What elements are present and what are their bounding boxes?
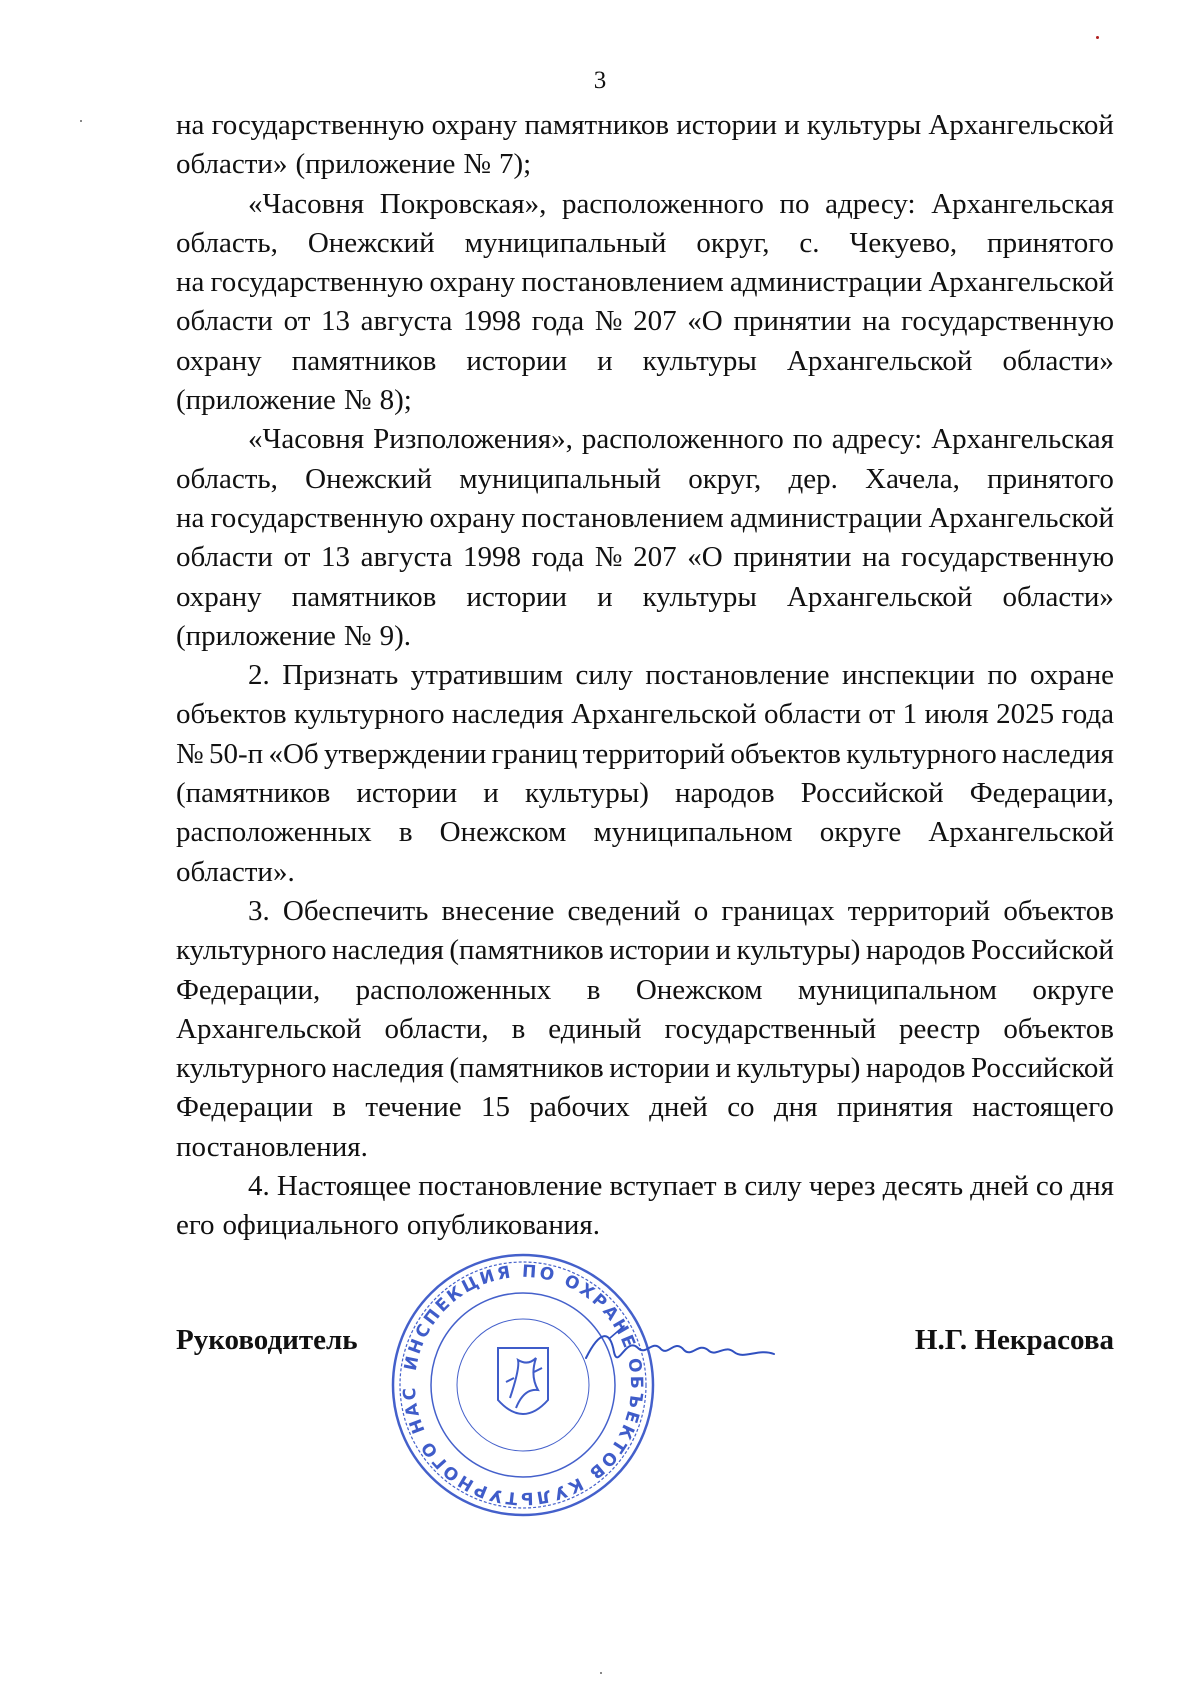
word: и <box>784 109 800 141</box>
word: муниципальный <box>459 462 661 495</box>
word: на <box>862 305 891 338</box>
word: Российской <box>971 1052 1114 1085</box>
word: № <box>463 148 492 181</box>
signatory-name: Н.Г. Некрасова <box>914 1324 1114 1356</box>
word: силу <box>744 1170 802 1203</box>
word: области, <box>384 1012 489 1045</box>
svg-text:ИНСПЕКЦИЯ ПО ОХРАНЕ ОБЪЕКТОВ К: ИНСПЕКЦИЯ ПО ОХРАНЕ ОБЪЕКТОВ КУЛЬТУРНОГО НАС <box>399 1261 647 1509</box>
word: истории <box>356 777 458 810</box>
word: округе <box>1032 973 1114 1006</box>
word: Архангельской <box>571 698 757 731</box>
word: Чекуево, <box>849 226 958 259</box>
word: № <box>176 737 204 770</box>
word: охрану <box>431 109 518 141</box>
word: от <box>868 698 896 731</box>
text-line <box>176 1206 1114 1245</box>
word: истории <box>466 344 568 377</box>
word: округе <box>819 816 902 849</box>
word: объектов <box>1003 1012 1114 1045</box>
word: 2. <box>248 659 270 692</box>
text-line <box>176 1049 1114 1088</box>
word: наследия <box>332 1052 444 1085</box>
text-line <box>176 931 1114 970</box>
word: утратившим <box>410 659 563 692</box>
text-line <box>176 813 1114 852</box>
word: народов <box>865 934 966 967</box>
word: культурного <box>846 737 997 770</box>
word: 7); <box>499 148 532 181</box>
word: памятников <box>291 580 437 613</box>
word: (приложение <box>176 384 336 417</box>
word: «Об <box>268 737 319 770</box>
word: 1998 <box>463 305 522 338</box>
word: области <box>764 698 861 731</box>
word: расположенного <box>581 423 784 456</box>
word: № <box>594 541 623 574</box>
word: и <box>715 934 731 967</box>
word: народов <box>865 1052 966 1085</box>
word: по <box>779 187 810 220</box>
word: принятия <box>836 1091 953 1124</box>
text-line <box>176 224 1114 263</box>
text-line <box>176 263 1114 302</box>
text-line <box>176 381 1114 420</box>
word: 9). <box>379 619 411 652</box>
word: области» <box>176 148 288 181</box>
text-line <box>176 892 1114 931</box>
word: и <box>483 777 499 810</box>
text-line <box>176 185 1114 224</box>
word: наследия <box>451 698 564 731</box>
word: Хачела, <box>865 462 960 495</box>
word: культуры) <box>524 777 649 810</box>
word: 207 <box>633 305 677 338</box>
word: 2025 <box>996 698 1055 731</box>
word: народов <box>675 777 775 810</box>
word: государственную <box>901 305 1114 338</box>
text-line <box>176 735 1114 774</box>
word: (памятников <box>449 934 604 967</box>
word: принятии <box>733 541 852 574</box>
signature-block <box>176 1320 1114 1360</box>
word: 1998 <box>463 541 522 574</box>
word: течение <box>365 1091 462 1124</box>
word: дня <box>1070 1170 1114 1203</box>
word: Федерации, <box>969 777 1114 810</box>
word: (памятников <box>449 1052 604 1085</box>
word: области» <box>1002 580 1114 613</box>
word: года <box>1061 698 1114 731</box>
text-line <box>176 617 1114 656</box>
word: о <box>693 894 709 927</box>
word: культуры) <box>736 934 861 967</box>
word: постановление <box>418 1170 603 1203</box>
word: августа <box>360 541 453 574</box>
word: вступает <box>609 1170 717 1203</box>
word: Ризположения», <box>373 423 573 456</box>
word: наследия <box>1002 737 1114 770</box>
word: года <box>531 541 585 574</box>
word: 4. <box>248 1170 270 1203</box>
word: государственную <box>901 541 1114 574</box>
word: в <box>723 1170 738 1203</box>
word: единый <box>548 1012 642 1045</box>
word: 207 <box>633 541 677 574</box>
text-line <box>176 1088 1114 1127</box>
word: 15 <box>480 1091 510 1124</box>
word: утверждении <box>323 737 487 770</box>
word: со <box>1035 1170 1064 1203</box>
word: муниципальном <box>593 816 793 849</box>
word: принятого <box>987 462 1114 495</box>
word: августа <box>360 305 453 338</box>
word: территорий <box>582 737 726 770</box>
text-line <box>176 971 1114 1010</box>
word: 13 <box>321 305 351 338</box>
word: июля <box>924 698 989 731</box>
word: дня <box>773 1091 818 1124</box>
word: принятии <box>733 305 852 338</box>
word: Российской <box>800 777 944 810</box>
word: истории <box>609 1052 710 1085</box>
text-line <box>176 1010 1114 1049</box>
text-line <box>176 774 1114 813</box>
word: по <box>792 423 823 456</box>
word: области <box>176 541 273 574</box>
word: № <box>343 384 372 417</box>
word: объектов <box>1003 894 1114 927</box>
word: Покровская», <box>379 187 547 220</box>
text-line <box>176 1167 1114 1206</box>
word: область, <box>176 462 278 495</box>
word: охрану <box>176 580 262 613</box>
word: округ, <box>688 462 762 495</box>
word: Архангельская <box>931 423 1114 456</box>
word: культуры <box>642 344 757 377</box>
word: через <box>808 1170 876 1203</box>
word: и <box>715 1052 731 1085</box>
word: «О <box>687 305 723 338</box>
word: инспекции <box>841 659 975 692</box>
word: расположенных <box>176 816 372 849</box>
word: официального <box>222 1209 399 1242</box>
word: охрану <box>429 266 516 299</box>
word: Признать <box>282 659 399 692</box>
word: истории <box>609 934 710 967</box>
word: адресу: <box>831 423 923 456</box>
word: «О <box>687 541 723 574</box>
word: Федерации, <box>176 973 321 1006</box>
word: и <box>597 580 613 613</box>
word: постановлением <box>521 501 724 534</box>
word: года <box>531 305 585 338</box>
word: в <box>586 973 601 1006</box>
word: дер. <box>788 462 838 495</box>
word: десять <box>882 1170 964 1203</box>
word: в <box>511 1012 526 1045</box>
word: «Часовня <box>248 423 365 456</box>
scan-speck <box>80 120 82 122</box>
text-line <box>176 656 1114 695</box>
text-line <box>176 538 1114 577</box>
word: в <box>332 1091 347 1124</box>
word: границ <box>491 737 578 770</box>
word: и <box>597 344 613 377</box>
word: (памятников <box>176 777 331 810</box>
signatory-position: Руководитель <box>176 1324 358 1356</box>
word: в <box>398 816 413 849</box>
word: границах <box>721 894 835 927</box>
text-line <box>176 342 1114 381</box>
word: муниципальном <box>797 973 997 1006</box>
text-line <box>176 578 1114 617</box>
word: постановление <box>645 659 830 692</box>
word: постановлением <box>521 266 724 299</box>
word: государственную <box>211 109 425 141</box>
word: дней <box>970 1170 1029 1203</box>
word: государственный <box>664 1012 877 1045</box>
word: культурного <box>176 1052 327 1085</box>
word: сведений <box>567 894 681 927</box>
word: охрану <box>176 344 262 377</box>
word: 13 <box>321 541 351 574</box>
page-number: 3 <box>593 67 607 94</box>
word: на <box>176 501 205 534</box>
text-line <box>176 302 1114 341</box>
word: культуры <box>642 580 757 613</box>
word: со <box>727 1091 755 1124</box>
word: Архангельской <box>786 344 973 377</box>
word: Онежском <box>635 973 763 1006</box>
word: силу <box>575 659 633 692</box>
word: объектов <box>730 737 841 770</box>
word: на <box>176 109 205 141</box>
text-line <box>176 106 1114 145</box>
word: Архангельской <box>928 501 1114 534</box>
word: реестр <box>899 1012 981 1045</box>
word: область, <box>176 226 278 259</box>
text-line <box>176 1128 1114 1167</box>
word: области <box>176 305 273 338</box>
word: территорий <box>847 894 991 927</box>
word: истории <box>676 109 777 141</box>
word: рабочих <box>529 1091 630 1124</box>
word: области». <box>176 855 295 888</box>
text-line <box>176 695 1114 734</box>
word: области» <box>1002 344 1114 377</box>
word: от <box>283 305 311 338</box>
word: Архангельской <box>786 580 973 613</box>
word: № <box>343 619 372 652</box>
word: государственную <box>210 266 424 299</box>
word: охрану <box>429 501 516 534</box>
word: «Часовня <box>248 187 365 220</box>
word: расположенных <box>355 973 552 1006</box>
word: муниципальный <box>464 226 667 259</box>
word: дней <box>649 1091 708 1124</box>
word: округ, <box>696 226 770 259</box>
word: Архангельской <box>928 266 1114 299</box>
word: истории <box>466 580 568 613</box>
word: Настоящее <box>276 1170 412 1203</box>
word: культуры <box>806 109 922 141</box>
word: 50-п <box>208 737 264 770</box>
word: внесение <box>441 894 555 927</box>
word: на <box>862 541 891 574</box>
word: опубликования. <box>406 1209 601 1242</box>
text-line <box>176 145 1114 184</box>
margin-mark <box>1096 36 1099 39</box>
word: постановления. <box>176 1130 368 1163</box>
word: с. <box>799 226 820 259</box>
word: культуры) <box>736 1052 861 1085</box>
word: 3. <box>248 894 270 927</box>
text-line <box>176 853 1114 892</box>
word: настоящего <box>972 1091 1114 1124</box>
word: его <box>176 1209 215 1242</box>
word: по <box>987 659 1018 692</box>
word: Обеспечить <box>282 894 429 927</box>
word: Архангельской <box>176 1012 362 1045</box>
word: принятого <box>987 226 1114 259</box>
word: администрации <box>729 501 923 534</box>
word: государственную <box>210 501 424 534</box>
word: администрации <box>729 266 923 299</box>
word: охране <box>1029 659 1114 692</box>
word: Онежский <box>305 462 432 495</box>
body-text <box>176 106 1114 1246</box>
word: Архангельская <box>931 187 1114 220</box>
word: № <box>594 305 623 338</box>
scan-speck <box>600 1672 602 1674</box>
text-line <box>176 420 1114 459</box>
word: 8); <box>379 384 412 417</box>
word: (приложение <box>176 619 336 652</box>
word: культурного <box>176 934 327 967</box>
word: культурного <box>293 698 445 731</box>
word: Онежском <box>439 816 567 849</box>
word: памятников <box>524 109 670 141</box>
text-line <box>176 460 1114 499</box>
word: Онежский <box>307 226 435 259</box>
word: Архангельской <box>928 109 1114 141</box>
word: на <box>176 266 205 299</box>
word: объектов <box>176 698 287 731</box>
text-line <box>176 499 1114 538</box>
word: Российской <box>971 934 1114 967</box>
word: (приложение <box>295 148 456 181</box>
word: Архангельской <box>928 816 1114 849</box>
word: памятников <box>291 344 437 377</box>
word: Федерации <box>176 1091 313 1124</box>
word: от <box>283 541 311 574</box>
official-seal <box>388 1250 658 1520</box>
word: наследия <box>332 934 444 967</box>
word: расположенного <box>561 187 764 220</box>
word: 1 <box>902 698 918 731</box>
word: адресу: <box>825 187 916 220</box>
